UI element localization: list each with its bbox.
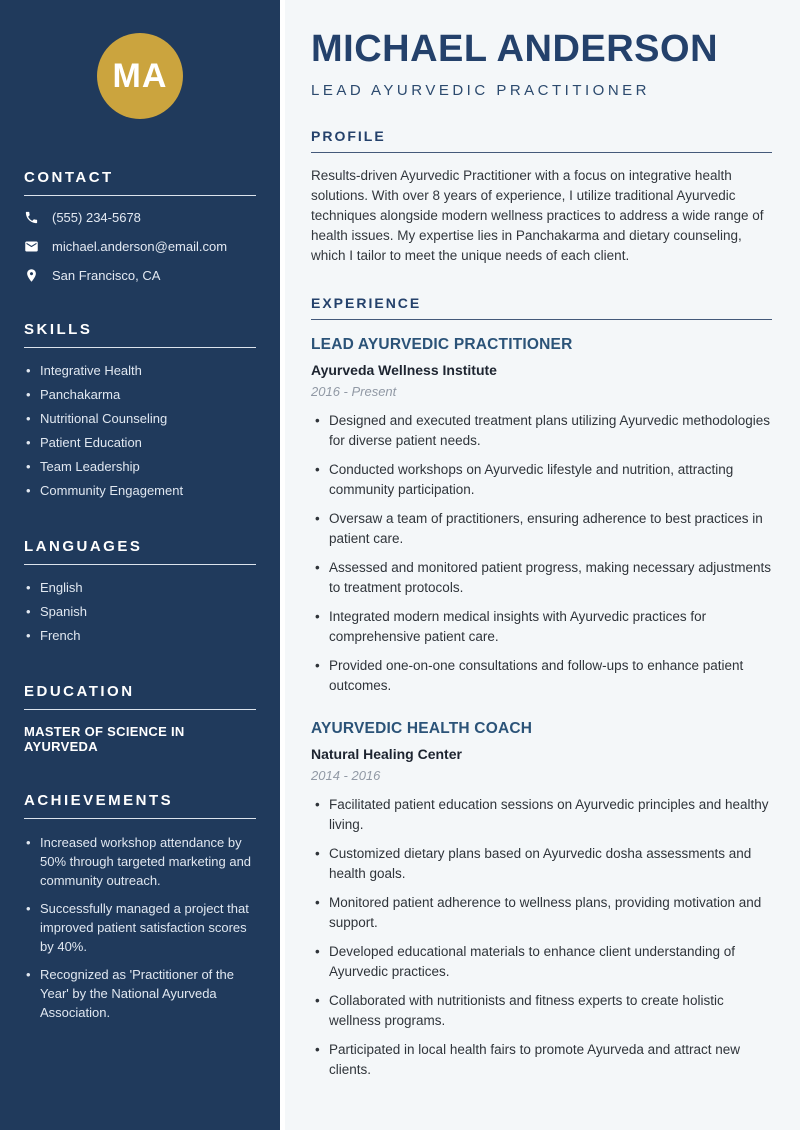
achievements-list (24, 833, 256, 1022)
sidebar (0, 0, 280, 1130)
candidate-job-title: LEAD AYURVEDIC PRACTITIONER (311, 82, 650, 99)
contact-email-row (24, 239, 256, 254)
job-bullet: • Conducted workshops on Ayurvedic lifestyle and nutrition, attracting community participation. (311, 460, 772, 500)
job-company: Ayurveda Wellness Institute (311, 362, 497, 378)
achievement-item: • Recognized as 'Practitioner of the Year' by the National Ayurveda Association. (24, 965, 256, 1022)
achievement-item: • Successfully managed a project that improved patient satisfaction scores by 40%. (24, 899, 256, 956)
achievements-section-title: ACHIEVEMENTS (24, 792, 256, 819)
job-bullet: • Customized dietary plans based on Ayurvedic dosha assessments and health goals. (311, 844, 772, 884)
job-bullet: • Assessed and monitored patient progress, making necessary adjustments to treatment protocols. (311, 558, 772, 598)
languages-section (24, 538, 256, 645)
job-title: AYURVEDIC HEALTH COACH (311, 720, 533, 737)
main-content (280, 0, 800, 1130)
avatar-initials: MA (112, 56, 168, 95)
skill-item: • Integrative Health (24, 362, 256, 380)
location-pin-icon (24, 268, 39, 283)
profile-section-title: PROFILE (311, 128, 772, 153)
skill-item: • Panchakarma (24, 386, 256, 404)
job-bullet: • Participated in local health fairs to promote Ayurveda and attract new clients. (311, 1040, 772, 1080)
job-title: LEAD AYURVEDIC PRACTITIONER (311, 336, 573, 353)
achievements-section (24, 792, 256, 1022)
education-section-title: EDUCATION (24, 683, 256, 710)
contact-email-value: michael.anderson@email.com (52, 239, 228, 254)
language-item: • English (24, 579, 256, 597)
experience-section-title: EXPERIENCE (311, 295, 772, 320)
skills-section-title: SKILLS (24, 321, 256, 348)
job-bullet: • Monitored patient adherence to wellness plans, providing motivation and support. (311, 893, 772, 933)
job-bullet-list (311, 795, 772, 1080)
skills-section (24, 321, 256, 500)
job-bullet: • Developed educational materials to enhance client understanding of Ayurvedic practices. (311, 942, 772, 982)
contact-section (24, 169, 256, 283)
contact-section-title: CONTACT (24, 169, 256, 196)
job-bullet: • Collaborated with nutritionists and fitness experts to create holistic wellness programs. (311, 991, 772, 1031)
job-bullet: • Designed and executed treatment plans utilizing Ayurvedic methodologies for diverse patient needs. (311, 411, 772, 451)
candidate-name: MICHAEL ANDERSON (311, 28, 719, 70)
skill-item: • Team Leadership (24, 458, 256, 476)
phone-icon (24, 210, 39, 225)
experience-section (311, 295, 772, 1080)
contact-location-row (24, 268, 256, 283)
experience-job-1 (311, 336, 772, 696)
language-item: • Spanish (24, 603, 256, 621)
job-bullet: • Facilitated patient education sessions on Ayurvedic principles and healthy living. (311, 795, 772, 835)
contact-phone-value: (555) 234-5678 (52, 210, 141, 225)
job-bullet-list (311, 411, 772, 696)
skill-item: • Nutritional Counseling (24, 410, 256, 428)
education-section (24, 683, 256, 754)
job-dates: 2016 - Present (311, 384, 397, 399)
skill-item: • Community Engagement (24, 482, 256, 500)
avatar (97, 33, 183, 119)
job-bullet: • Oversaw a team of practitioners, ensuring adherence to best practices in patient care. (311, 509, 772, 549)
languages-section-title: LANGUAGES (24, 538, 256, 565)
profile-text: Results-driven Ayurvedic Practitioner with a focus on integrative health solutions. With over 8 years of experience, I utilize traditional Ayurvedic techniques alongside modern wellness practices to address a wide range of health issues. My expertise lies in Panchakarma and dietary counseling, which I tailor to meet the unique needs of each client. (311, 168, 764, 263)
skill-item: • Patient Education (24, 434, 256, 452)
languages-list (24, 579, 256, 645)
skills-list (24, 362, 256, 500)
language-item: • French (24, 627, 256, 645)
job-bullet: • Provided one-on-one consultations and follow-ups to enhance patient outcomes. (311, 656, 772, 696)
job-company: Natural Healing Center (311, 746, 462, 762)
job-bullet: • Integrated modern medical insights with Ayurvedic practices for comprehensive patient care. (311, 607, 772, 647)
email-icon (24, 239, 39, 254)
experience-job-2 (311, 720, 772, 1080)
job-dates: 2014 - 2016 (311, 768, 381, 783)
achievement-item: • Increased workshop attendance by 50% through targeted marketing and community outreach. (24, 833, 256, 890)
profile-section (311, 128, 772, 266)
contact-location-value: San Francisco, CA (52, 268, 161, 283)
contact-phone-row (24, 210, 256, 225)
education-degree: MASTER OF SCIENCE IN AYURVEDA (24, 724, 185, 754)
